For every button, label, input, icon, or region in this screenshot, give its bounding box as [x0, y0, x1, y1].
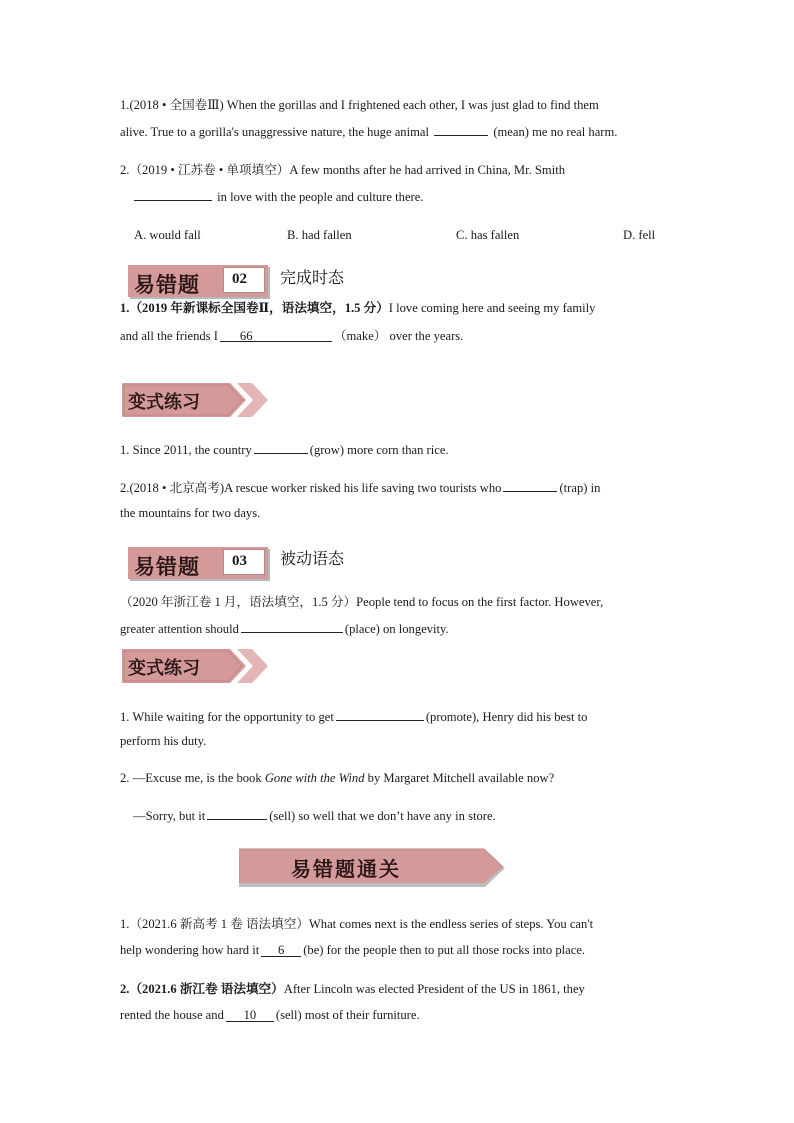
- practice2-q1-end: (promote), Henry did his best to: [425, 710, 588, 724]
- section03-title: 被动语态: [280, 549, 345, 568]
- section03-line2-text: greater attention should: [120, 622, 239, 636]
- section02-line2-text: and all the friends I: [120, 329, 218, 343]
- practice1-q2-line2: the mountains for two days.: [120, 506, 261, 520]
- section02-question-text: I love coming here and seeing my family: [388, 301, 596, 315]
- section02-line2-end: （make） over the years.: [333, 329, 464, 343]
- final-q1-line1: 1.（2021.6 新高考 1 卷 语法填空）What comes next is the endless series of steps. You can't: [120, 917, 594, 931]
- q1-line2-text: alive. True to a gorilla's unaggressive nature, the huge animal: [120, 125, 429, 139]
- section02-title: 完成时态: [280, 268, 345, 287]
- final-q1-line2: [120, 942, 680, 958]
- q2-option-a[interactable]: A. would fall: [134, 228, 201, 242]
- final-label: 易错题通关: [291, 857, 401, 881]
- section03-label: 易错题: [134, 554, 200, 579]
- section02-question-prefix: 1.（2019 年新课标全国卷Ⅱ，语法填空，1.5 分）: [120, 301, 389, 315]
- section02-banner: [128, 265, 268, 297]
- practice2-q1-line1: [120, 708, 680, 725]
- practice2-q2-line2: [133, 807, 693, 824]
- q2-option-b[interactable]: B. had fallen: [287, 228, 352, 242]
- section03-banner: [128, 547, 268, 579]
- q1-line2: [120, 123, 680, 140]
- practice2-q1-line2: perform his duty.: [120, 734, 207, 748]
- practice2-q2-book-title: Gone with the Wind: [264, 771, 365, 785]
- practice1-q2-blank[interactable]: [503, 479, 557, 492]
- practice2-q2-reply: —Sorry, but it: [133, 809, 206, 823]
- practice1-q1-text: 1. Since 2011, the country: [120, 443, 252, 457]
- section02-blank[interactable]: 66: [220, 330, 332, 342]
- practice1-q1-blank[interactable]: [254, 441, 308, 454]
- final-q2-prefix: 2.（2021.6 浙江卷 语法填空）: [120, 982, 284, 996]
- q1-blank[interactable]: [434, 123, 488, 136]
- practice1-label: 变式练习: [128, 392, 200, 413]
- final-q1-line2-end: (be) for the people then to put all those rocks into place.: [303, 943, 586, 957]
- q1-line2-text-end: (mean) me no real harm.: [493, 125, 618, 139]
- final-banner: [239, 847, 509, 887]
- practice2-q1-text: 1. While waiting for the opportunity to get: [120, 710, 334, 724]
- final-q2-line2: [120, 1007, 680, 1023]
- practice2-q2-reply-end: (sell) so well that we don’t have any in store.: [269, 809, 496, 823]
- final-q2-blank[interactable]: 10: [226, 1009, 274, 1022]
- q2-blank[interactable]: [134, 188, 212, 201]
- section02-number: 02: [223, 267, 265, 293]
- section03-line2: [120, 620, 680, 637]
- section02-question-line2: [120, 328, 680, 344]
- practice2-q2-line1: [120, 770, 680, 786]
- practice1-q2-end: (trap) in: [559, 481, 601, 495]
- q2-line2: [132, 188, 692, 205]
- q1-line1: 1.(2018 • 全国卷Ⅲ) When the gorillas and I frightened each other, I was just glad to find them: [120, 98, 599, 112]
- practice1-q2-text: 2.(2018 • 北京高考)A rescue worker risked his life saving two tourists who: [120, 481, 502, 495]
- practice2-banner: [122, 647, 272, 685]
- q2-option-d[interactable]: D. fell: [623, 228, 656, 242]
- practice2-q2-blank[interactable]: [207, 807, 267, 820]
- practice1-q1-end: (grow) more corn than rice.: [309, 443, 449, 457]
- practice2-q2-text-end: by Margaret Mitchell available now?: [364, 771, 555, 785]
- final-q2-line2-end: (sell) most of their furniture.: [275, 1008, 420, 1022]
- section03-line2-end: (place) on longevity.: [344, 622, 449, 636]
- practice1-q2-line1: [120, 479, 680, 496]
- section03-blank[interactable]: [241, 620, 343, 633]
- section02-label: 易错题: [134, 272, 200, 297]
- practice2-label: 变式练习: [128, 658, 200, 679]
- section02-question-line1: [120, 300, 680, 316]
- final-q1-blank[interactable]: 6: [261, 944, 301, 957]
- practice2-q1-blank[interactable]: [336, 708, 424, 721]
- final-q2-text: After Lincoln was elected President of the US in 1861, they: [283, 982, 585, 996]
- section03-number: 03: [223, 549, 265, 575]
- final-q2-line1: [120, 981, 680, 997]
- practice1-q1: [120, 441, 680, 458]
- final-q2-line2-text: rented the house and: [120, 1008, 224, 1022]
- final-q1-line2-text: help wondering how hard it: [120, 943, 260, 957]
- q2-line2-text: in love with the people and culture there.: [217, 190, 424, 204]
- practice1-banner: [122, 381, 272, 419]
- q2-option-c[interactable]: C. has fallen: [456, 228, 520, 242]
- section03-line1: （2020 年浙江卷 1 月，语法填空，1.5 分）People tend to focus on the first factor. However,: [120, 595, 604, 609]
- q2-line1: 2.（2019 • 江苏卷 • 单项填空）A few months after he had arrived in China, Mr. Smith: [120, 163, 565, 177]
- practice2-q2-text: 2. —Excuse me, is the book: [120, 771, 265, 785]
